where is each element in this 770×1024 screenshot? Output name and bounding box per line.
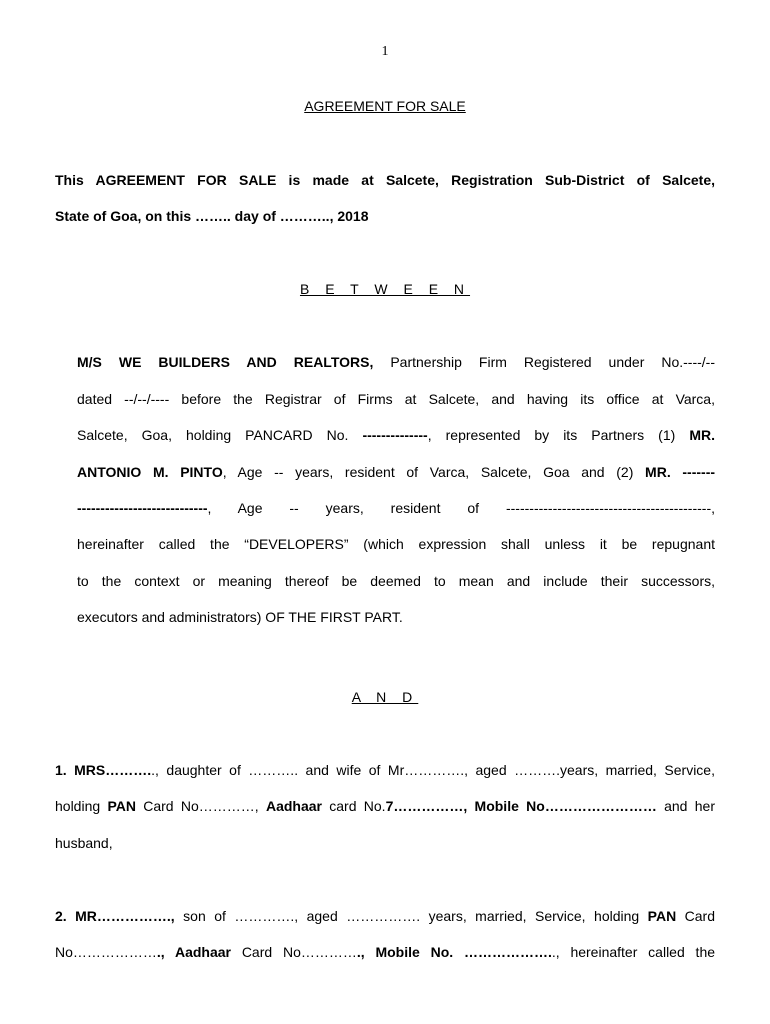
buyer2-aadhaar-label: Aadhaar bbox=[174, 944, 232, 960]
party1-registration: Partnership Firm Registered under No.----/-- bbox=[373, 354, 715, 370]
buyer2-pan-label: PAN bbox=[647, 908, 677, 924]
buyer2-line-1 bbox=[55, 908, 715, 924]
party1-partner1-name: ANTONIO M. PINTO bbox=[77, 464, 223, 480]
buyer2-hereinafter-text: ., hereinafter called the bbox=[551, 944, 716, 960]
buyer1-pan-label: PAN bbox=[107, 798, 136, 814]
party1-pan-label: Salcete, Goa, holding PANCARD No. bbox=[77, 427, 363, 443]
party1-partner1-title: MR. bbox=[689, 427, 715, 443]
buyer2-sep-1: ., bbox=[156, 944, 175, 960]
between-heading: B E T W E E N bbox=[299, 281, 471, 297]
intro-line-1: This AGREEMENT FOR SALE is made at Salcete, Registration Sub-District of Salcete, bbox=[55, 172, 715, 188]
buyer1-aadhaar-text: card No. bbox=[321, 798, 386, 814]
buyer1-line-1 bbox=[55, 762, 715, 778]
buyer1-and-her-text: and her bbox=[656, 798, 715, 814]
buyer2-mobile: Mobile No. ………………. bbox=[375, 944, 552, 960]
party1-partner2-title: MR. ------- bbox=[645, 464, 716, 480]
document-title: AGREEMENT FOR SALE bbox=[304, 98, 466, 114]
buyer2-sep-2: ., bbox=[356, 944, 376, 960]
buyer1-line-2 bbox=[55, 798, 715, 814]
party1-line-5 bbox=[77, 500, 715, 516]
buyer1-holding-text: holding bbox=[55, 798, 108, 814]
party1-partner2-details: , Age -- years, resident of --------------------------------------------, bbox=[207, 500, 715, 516]
party1-pan-value: -------------- bbox=[362, 427, 428, 443]
party1-line-7: to the context or meaning thereof be deemed to mean and include their successors, bbox=[77, 573, 715, 589]
and-heading: A N D bbox=[351, 689, 419, 705]
buyer2-details: son of …………., aged ……………. years, married, Service, holding bbox=[174, 908, 648, 924]
buyer2-line-2 bbox=[55, 944, 715, 960]
party1-line-4 bbox=[77, 464, 715, 480]
buyer1-name: 1. MRS………. bbox=[55, 762, 152, 778]
buyer1-pan-number: Card No…………, bbox=[135, 798, 266, 814]
buyer1-line-3: husband, bbox=[55, 835, 113, 851]
party1-line-1 bbox=[77, 354, 715, 370]
party1-partners-text: , represented by its Partners (1) bbox=[427, 427, 690, 443]
party1-partner2-name: ---------------------------- bbox=[77, 500, 208, 516]
buyer2-aadhaar-number: Card No………… bbox=[231, 944, 357, 960]
buyer1-aadhaar-label: Aadhaar bbox=[265, 798, 322, 814]
buyer1-mobile: 7……………, Mobile No…………………… bbox=[385, 798, 657, 814]
buyer1-details: ., daughter of ……….. and wife of Mr…………., aged ……….years, married, Service, bbox=[151, 762, 715, 778]
intro-line-2: State of Goa, on this …….. day of ……….., 2018 bbox=[55, 208, 369, 224]
party1-line-8: executors and administrators) OF THE FIRST PART. bbox=[77, 609, 403, 625]
page-number: 1 bbox=[381, 44, 389, 59]
party1-name: M/S WE BUILDERS AND REALTORS, bbox=[77, 354, 374, 370]
buyer2-card-text: Card bbox=[676, 908, 716, 924]
party1-line-3 bbox=[77, 427, 715, 443]
buyer2-name: 2. MR……………., bbox=[55, 908, 175, 924]
party1-partner1-details: , Age -- years, resident of Varca, Salcete, Goa and (2) bbox=[222, 464, 646, 480]
buyer2-pan-number: No……………… bbox=[55, 944, 157, 960]
party1-line-2: dated --/--/---- before the Registrar of Firms at Salcete, and having its office at Varca, bbox=[77, 391, 715, 407]
party1-line-6: hereinafter called the “DEVELOPERS” (which expression shall unless it be repugnant bbox=[77, 536, 715, 552]
